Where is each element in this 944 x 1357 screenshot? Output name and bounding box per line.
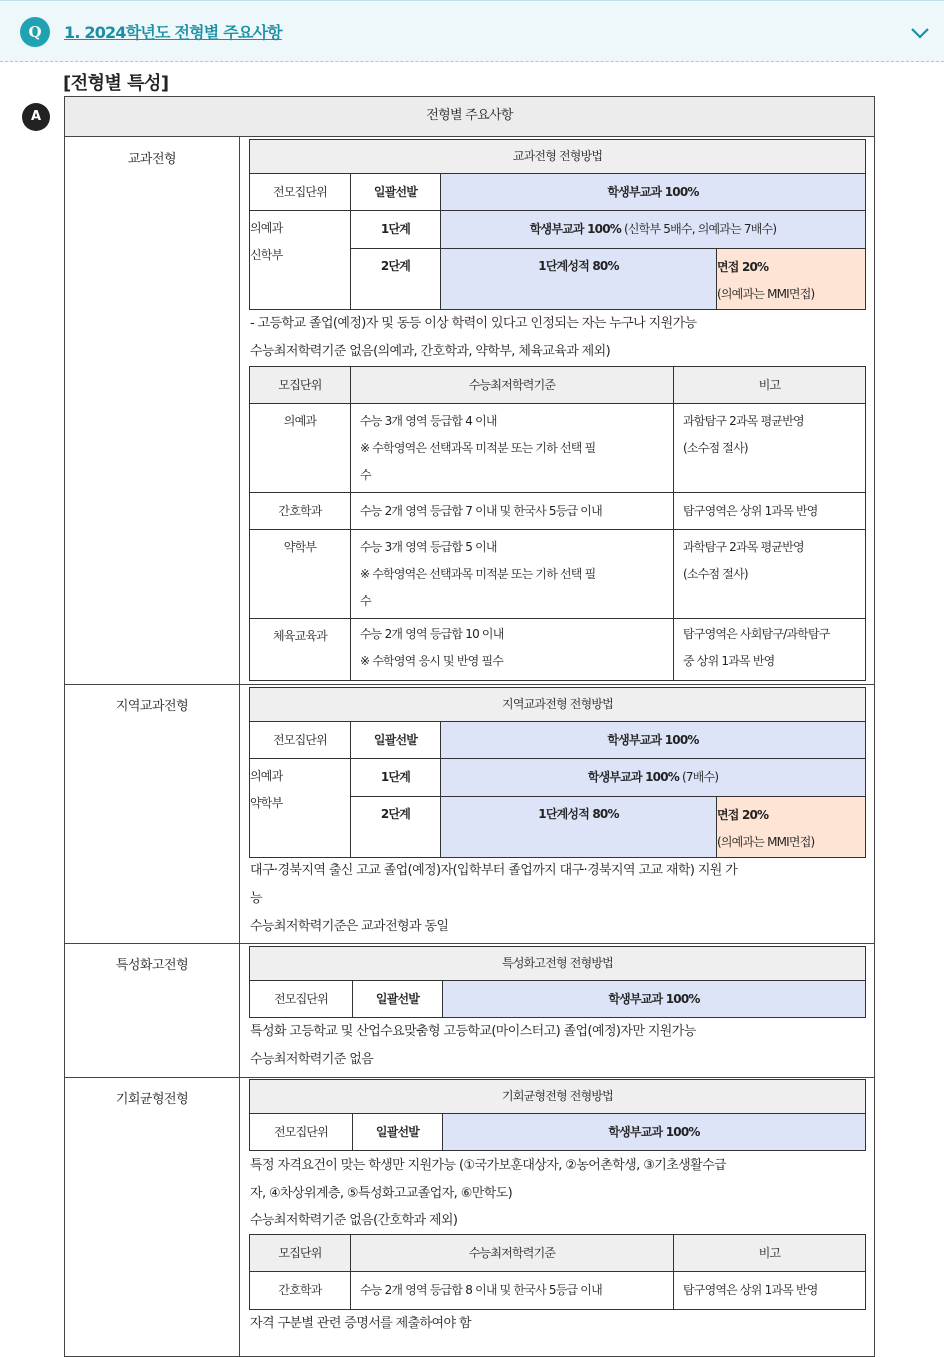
- interview-note: (의예과는 MMI면접): [717, 835, 815, 849]
- row-label-cell: [64, 684, 240, 944]
- note-text: 수능최저학력기준 없음: [250, 1052, 374, 1067]
- note-text: 자, ④차상위계층, ⑤특성화고교졸업자, ⑥만학도): [250, 1186, 513, 1201]
- note-line: 과학탐구 2과목 평균반영: [683, 540, 804, 554]
- stage1-label: 1단계: [350, 210, 441, 249]
- table-header: 전형별 주요사항: [64, 96, 875, 137]
- stage1-score: 학생부교과 100%: [529, 222, 621, 236]
- min-header: 모집단위: [249, 1234, 351, 1272]
- stage1-score: 학생부교과 100%: [587, 770, 679, 784]
- min-note: 탐구영역은 상위 1과목 반영: [673, 1271, 866, 1310]
- method-title: 기회균형전형 전형방법: [249, 1079, 866, 1114]
- select-value: 학생부교과 100%: [440, 721, 866, 759]
- unit-label: 전모집단위: [249, 721, 351, 759]
- note-text: 자격 구분별 관련 증명서를 제출하여야 함: [250, 1316, 471, 1331]
- unit-label: 전모집단위: [249, 173, 351, 211]
- min-note: [673, 403, 866, 493]
- select-label: 일괄선발: [350, 721, 441, 759]
- min-criteria: 수능 2개 영역 등급합 7 이내 및 한국사 5등급 이내: [350, 492, 674, 530]
- interview-cell: [716, 796, 866, 858]
- unit-label: 전모집단위: [249, 1113, 353, 1151]
- stage1-label: 1단계: [350, 758, 441, 797]
- criteria-line: 수능 2개 영역 등급합 10 이내: [360, 627, 504, 641]
- min-note: 탐구영역은 상위 1과목 반영: [673, 492, 866, 530]
- criteria-line: ※ 수학영역은 선택과목 미적분 또는 기하 선택 필: [360, 441, 596, 455]
- section-title: [전형별 특성]: [63, 73, 169, 94]
- interview-note: (의예과는 MMI면접): [717, 287, 815, 301]
- unit-label: 전모집단위: [249, 980, 353, 1018]
- answer-badge: A: [22, 103, 50, 131]
- note-line: (소수점 절사): [683, 567, 748, 581]
- note-text: 특정 자격요건이 맞는 학생만 지원가능 (①국가보훈대상자, ②농어촌학생, ③기초생활수급: [250, 1158, 726, 1173]
- min-header: 비고: [673, 1234, 866, 1272]
- select-value: 학생부교과 100%: [442, 1113, 866, 1151]
- criteria-line: 수: [360, 468, 371, 482]
- min-criteria: 수능 2개 영역 등급합 8 이내 및 한국사 5등급 이내: [350, 1271, 674, 1310]
- min-criteria: [350, 403, 674, 493]
- select-value: 학생부교과 100%: [442, 980, 866, 1018]
- note-text: 수능최저학력기준 없음(의예과, 간호학과, 약학부, 체육교육과 제외): [250, 344, 611, 359]
- unit-name: 의예과: [250, 221, 283, 235]
- min-unit: 체육교육과: [249, 618, 351, 681]
- interview-cell: [716, 248, 866, 310]
- med-units: [249, 210, 351, 310]
- criteria-line: 수: [360, 594, 371, 608]
- stage2-value: 1단계성적 80%: [440, 796, 717, 858]
- row-label: 지역교과전형: [115, 699, 189, 714]
- row-label: 기회균형전형: [115, 1092, 189, 1107]
- row-label-cell: [64, 1077, 240, 1357]
- min-criteria: [350, 618, 674, 681]
- stage1-value: [440, 758, 866, 797]
- note-text: - 고등학교 졸업(예정)자 및 동등 이상 학력이 있다고 인정되는 자는 누구나 지원가능: [250, 316, 697, 331]
- min-criteria: [350, 529, 674, 619]
- row-label: 특성화고전형: [115, 958, 189, 973]
- note-text: 대구·경북지역 출신 고교 졸업(예정)자(입학부터 졸업까지 대구·경북지역 고교 재학) 지원 가: [250, 863, 738, 878]
- criteria-line: 수능 3개 영역 등급합 5 이내: [360, 540, 497, 554]
- min-header: 수능최저학력기준: [350, 366, 674, 404]
- method-title: 지역교과전형 전형방법: [249, 687, 866, 722]
- stage2-value: 1단계성적 80%: [440, 248, 717, 310]
- unit-name: 의예과: [250, 769, 283, 783]
- criteria-line: 수능 3개 영역 등급합 4 이내: [360, 414, 497, 428]
- note-line: 과함탐구 2과목 평균반영: [683, 414, 804, 428]
- select-label: 일괄선발: [352, 1113, 443, 1151]
- min-header: 수능최저학력기준: [350, 1234, 674, 1272]
- note-line: (소수점 절사): [683, 441, 748, 455]
- criteria-line: ※ 수학영역 응시 및 반영 필수: [360, 654, 504, 668]
- stage1-value: [440, 210, 866, 249]
- question-title-link[interactable]: 1. 2024학년도 전형별 주요사항: [64, 23, 282, 42]
- min-unit: 의예과: [249, 403, 351, 493]
- interview-score: 면접 20%: [717, 260, 769, 274]
- min-note: [673, 529, 866, 619]
- note-text: 능: [250, 891, 262, 906]
- min-header: 비고: [673, 366, 866, 404]
- stage1-note: (신학부 5배수, 의예과는 7배수): [624, 222, 777, 236]
- note-line: 탐구영역은 사회탐구/과학탐구: [683, 627, 830, 641]
- row-label: 교과전형: [127, 152, 177, 167]
- select-label: 일괄선발: [352, 980, 443, 1018]
- note-text: 수능최저학력기준 없음(간호학과 제외): [250, 1213, 458, 1228]
- question-badge: Q: [20, 17, 50, 47]
- note-text: 수능최저학력기준은 교과전형과 동일: [250, 919, 449, 934]
- question-bar[interactable]: [0, 0, 944, 62]
- select-label: 일괄선발: [350, 173, 441, 211]
- stage2-label: 2단계: [350, 248, 441, 310]
- method-title: 교과전형 전형방법: [249, 139, 866, 174]
- interview-score: 면접 20%: [717, 808, 769, 822]
- stage2-label: 2단계: [350, 796, 441, 858]
- min-unit: 간호학과: [249, 1271, 351, 1310]
- note-text: 특성화 고등학교 및 산업수요맞춤형 고등학교(마이스터고) 졸업(예정)자만 지원가능: [250, 1024, 696, 1039]
- stage1-note: (7배수): [682, 770, 719, 784]
- min-unit: 약학부: [249, 529, 351, 619]
- method-title: 특성화고전형 전형방법: [249, 946, 866, 981]
- min-note: [673, 618, 866, 681]
- min-header: 모집단위: [249, 366, 351, 404]
- row-label-cell: [64, 136, 240, 685]
- min-unit: 간호학과: [249, 492, 351, 530]
- select-value: 학생부교과 100%: [440, 173, 866, 211]
- unit-name: 신학부: [250, 248, 283, 262]
- note-line: 중 상위 1과목 반영: [683, 654, 775, 668]
- unit-name: 약학부: [250, 796, 283, 810]
- chevron-down-icon[interactable]: [908, 21, 932, 45]
- criteria-line: ※ 수학영역은 선택과목 미적분 또는 기하 선택 필: [360, 567, 596, 581]
- med-units: [249, 758, 351, 858]
